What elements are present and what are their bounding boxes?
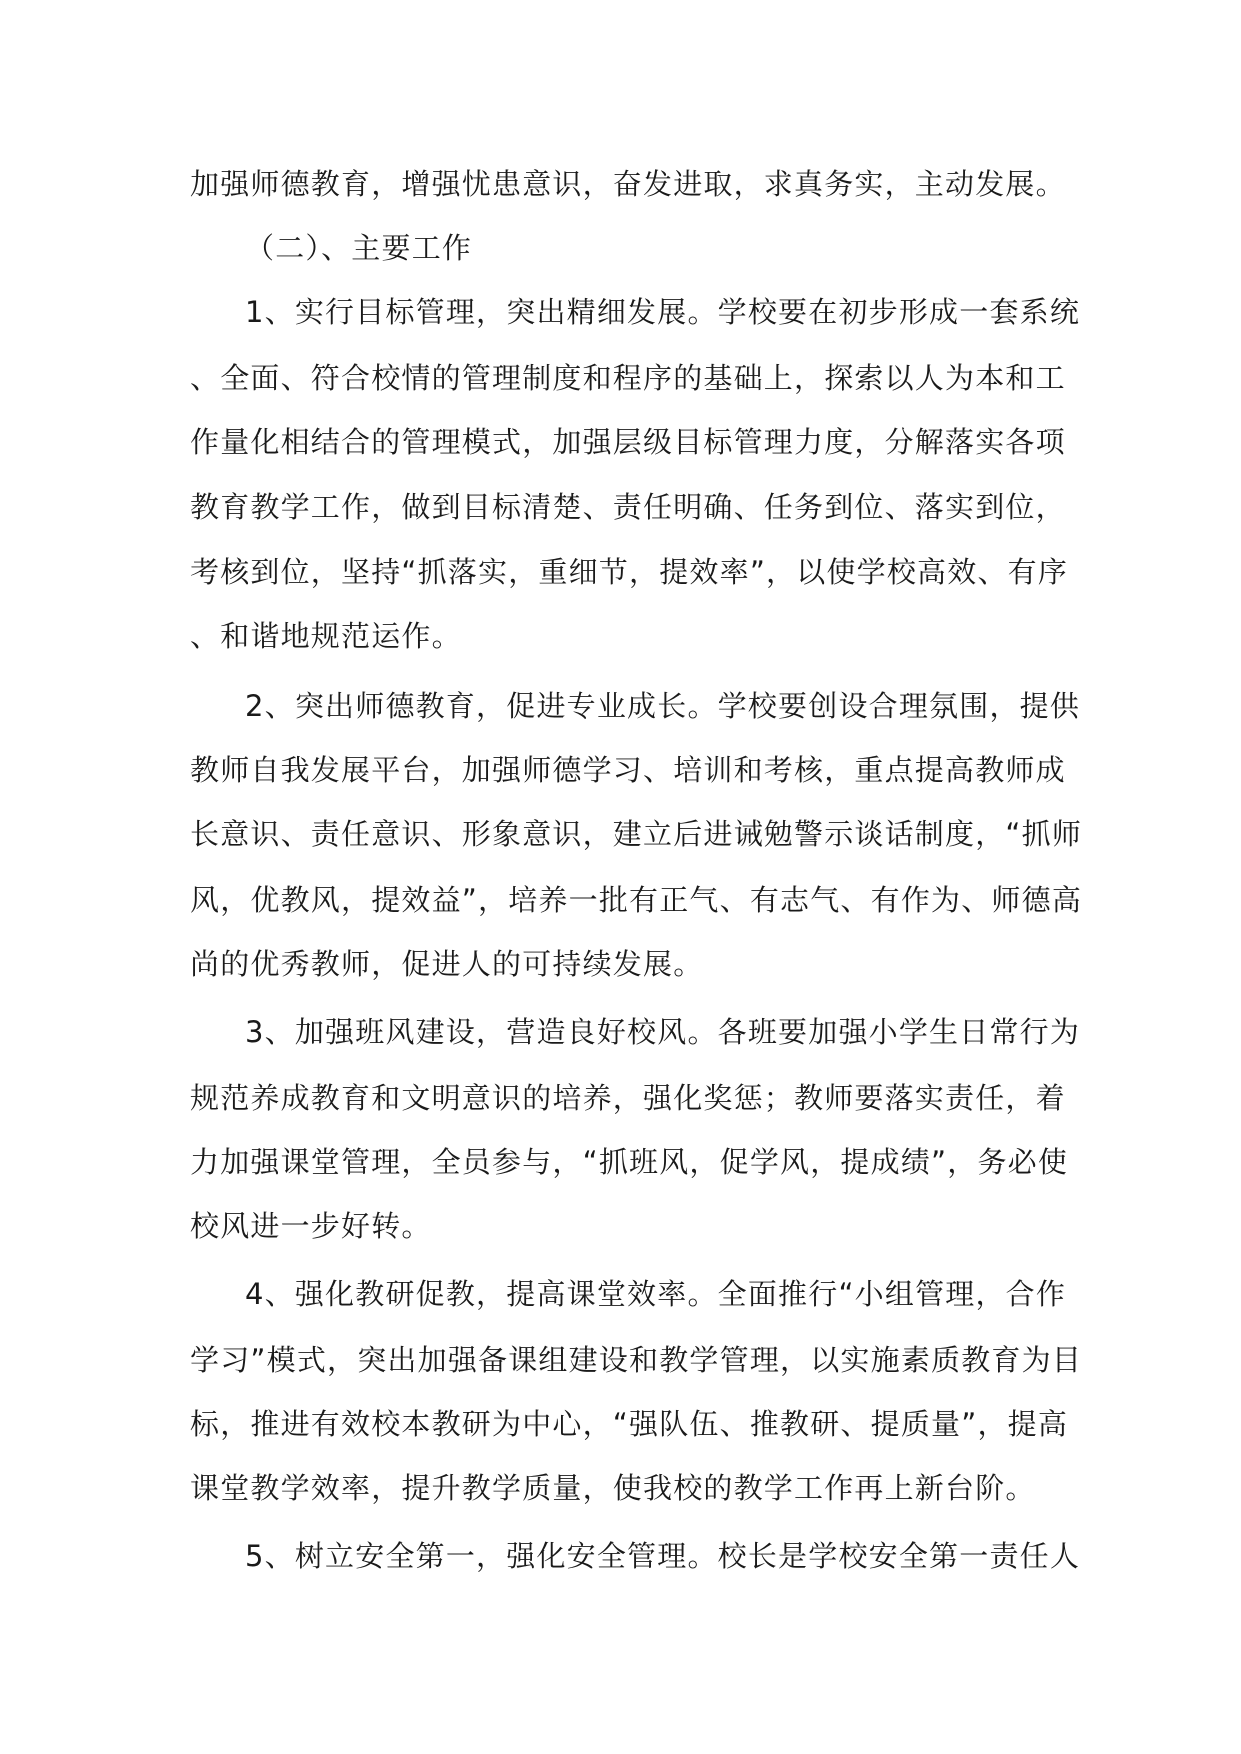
text-line: 4、强化教研促教，提高课堂效率。全面推行“小组管理，合作 [245, 1277, 1067, 1311]
text-line: 5、树立安全第一，强化安全管理。校长是学校安全第一责任人 [245, 1539, 1081, 1573]
text-line: 1、实行目标管理，突出精细发展。学校要在初步形成一套系统 [245, 295, 1081, 329]
text-line: 教师自我发展平台，加强师德学习、培训和考核，重点提高教师成 [190, 753, 1066, 787]
text-line: 教育教学工作，做到目标清楚、责任明确、任务到位、落实到位， [190, 490, 1066, 524]
text-line: 、全面、符合校情的管理制度和程序的基础上，探索以人为本和工 [190, 361, 1066, 395]
text-line: 规范养成教育和文明意识的培养，强化奖惩；教师要落实责任，着 [190, 1081, 1066, 1115]
text-line: 2、突出师德教育，促进专业成长。学校要创设合理氛围，提供 [245, 689, 1081, 723]
text-line: 风，优教风，提效益”，培养一批有正气、有志气、有作为、师德高 [190, 883, 1083, 917]
text-line: 3、加强班风建设，营造良好校风。各班要加强小学生日常行为 [245, 1015, 1081, 1049]
text-line: 学习”模式，突出加强备课组建设和教学管理，以实施素质教育为目 [190, 1343, 1083, 1377]
text-line: 标，推进有效校本教研为中心，“强队伍、推教研、提质量”，提高 [190, 1407, 1069, 1441]
text-line: 尚的优秀教师，促进人的可持续发展。 [190, 947, 704, 981]
text-line: 课堂教学效率，提升教学质量，使我校的教学工作再上新台阶。 [190, 1471, 1036, 1505]
section-heading: （二）、主要工作 [245, 231, 473, 265]
text-line: 长意识、责任意识、形象意识，建立后进诫勉警示谈话制度，“抓师 [190, 817, 1083, 851]
text-line: 考核到位，坚持“抓落实，重细节，提效率”，以使学校高效、有序 [190, 555, 1069, 589]
text-line: 作量化相结合的管理模式，加强层级目标管理力度，分解落实各项 [190, 425, 1066, 459]
text-line: 力加强课堂管理，全员参与，“抓班风，促学风，提成绩”，务必使 [190, 1145, 1069, 1179]
text-line: 加强师德教育，增强忧患意识，奋发进取，求真务实，主动发展。 [190, 167, 1066, 201]
text-line: 校风进一步好转。 [190, 1209, 432, 1243]
text-line: 、和谐地规范运作。 [190, 619, 462, 653]
